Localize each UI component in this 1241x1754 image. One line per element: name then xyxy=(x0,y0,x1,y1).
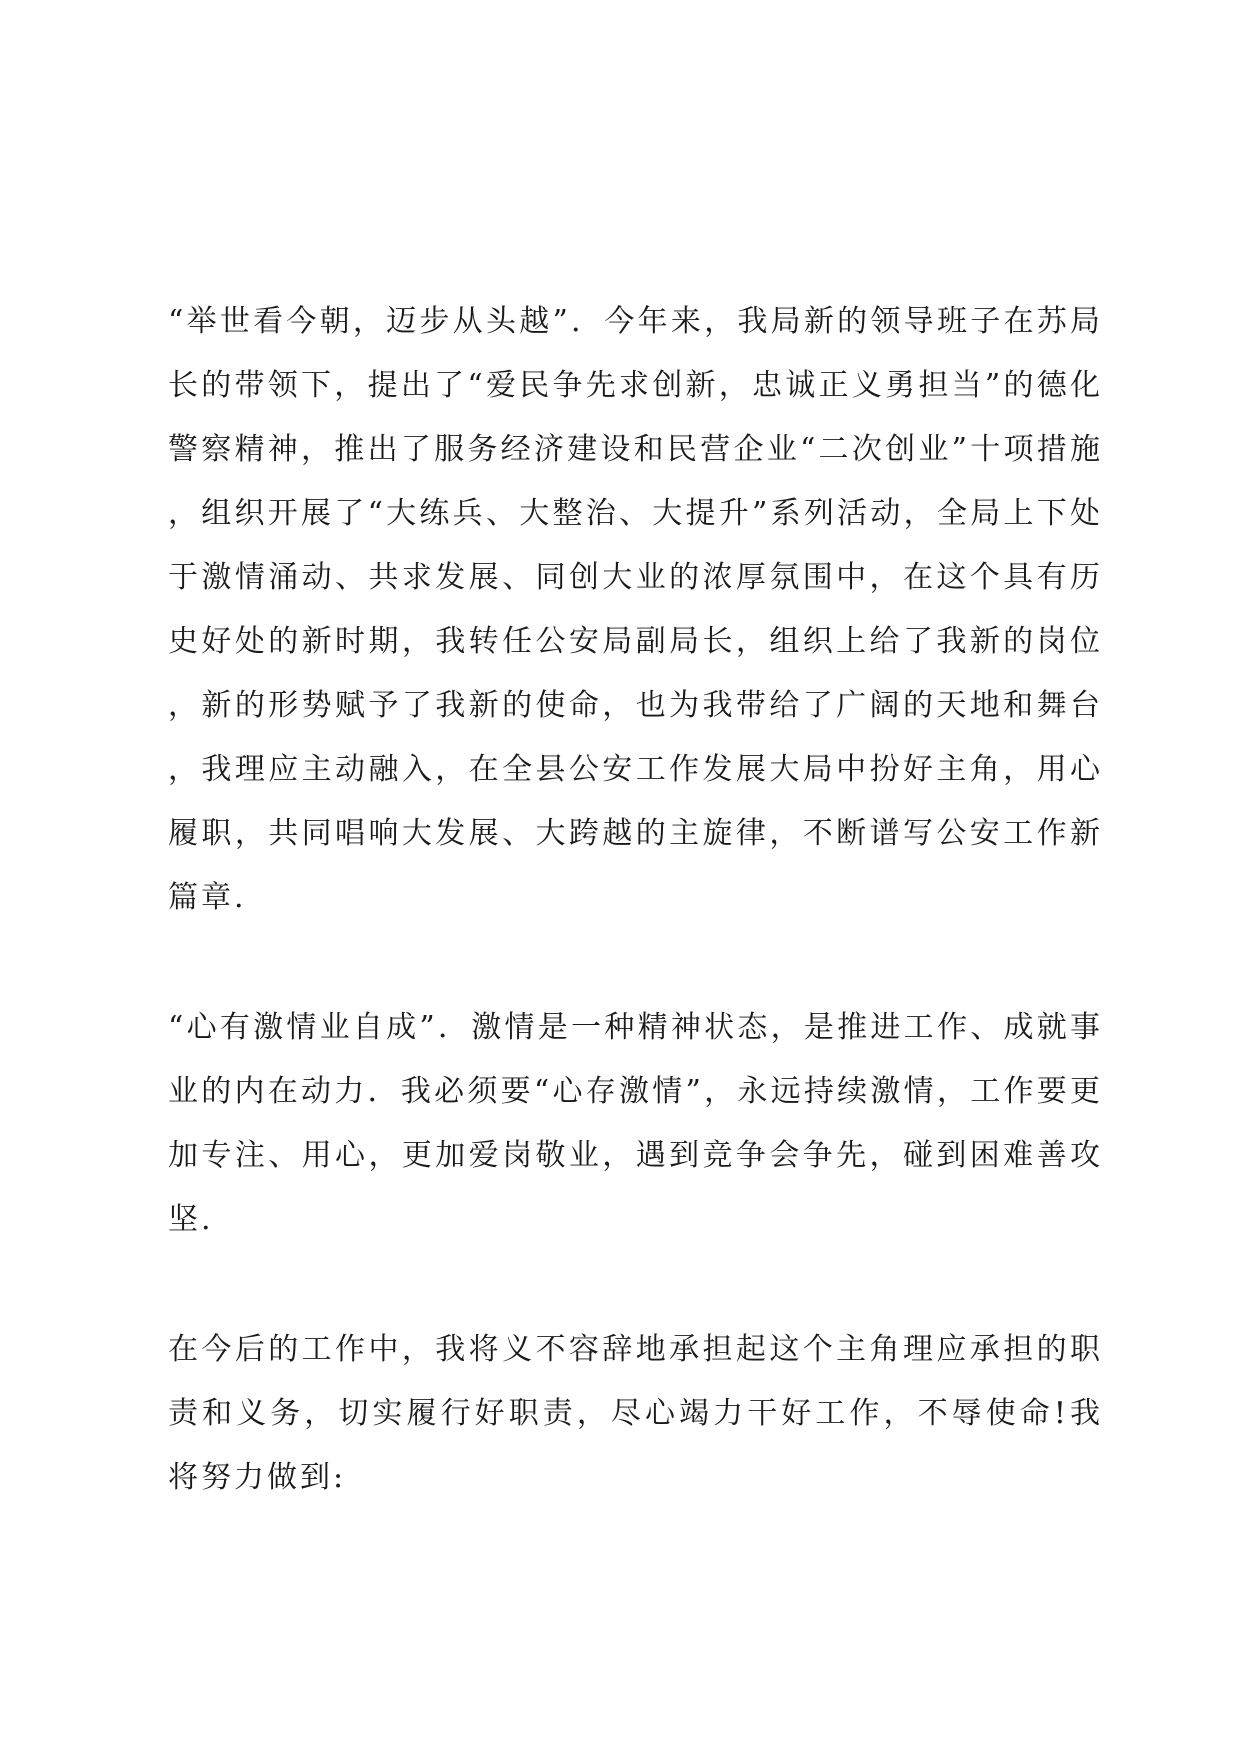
paragraph-2: “心有激情业自成”．激情是一种精神状态，是推进工作、成就事业的内在动力．我必须要“心存激情”，永远持续激情，工作要更加专注、用心，更加爱岗敬业，遇到竞争会争先，碰到困难善攻坚. xyxy=(168,1010,1103,1237)
paragraph-3: 在今后的工作中，我将义不容辞地承担起这个主角理应承担的职责和义务，切实履行好职责，尽心竭力干好工作，不辱使命!我将努力做到: xyxy=(168,1332,1103,1495)
paragraph-1: “举世看今朝，迈步从头越”．今年来，我局新的领导班子在苏局长的带领下，提出了“爱民争先求创新，忠诚正义勇担当”的德化警察精神，推出了服务经济建设和民营企业“二次创业”十项措施，组织开展了“大练兵、大整治、大提升”系列活动，全局上下处于激情涌动、共求发展、同创大业的浓厚氛围中，在这个具有历史好处的新时期，我转任公安局副局长，组织上给了我新的岗位，新的形势赋予了我新的使命，也为我带给了广阔的天地和舞台，我理应主动融入，在全县公安工作发展大局中扮好主角，用心履职，共同唱响大发展、大跨越的主旋律，不断谱写公安工作新篇章. xyxy=(168,304,1103,915)
document-body xyxy=(168,290,1103,1576)
